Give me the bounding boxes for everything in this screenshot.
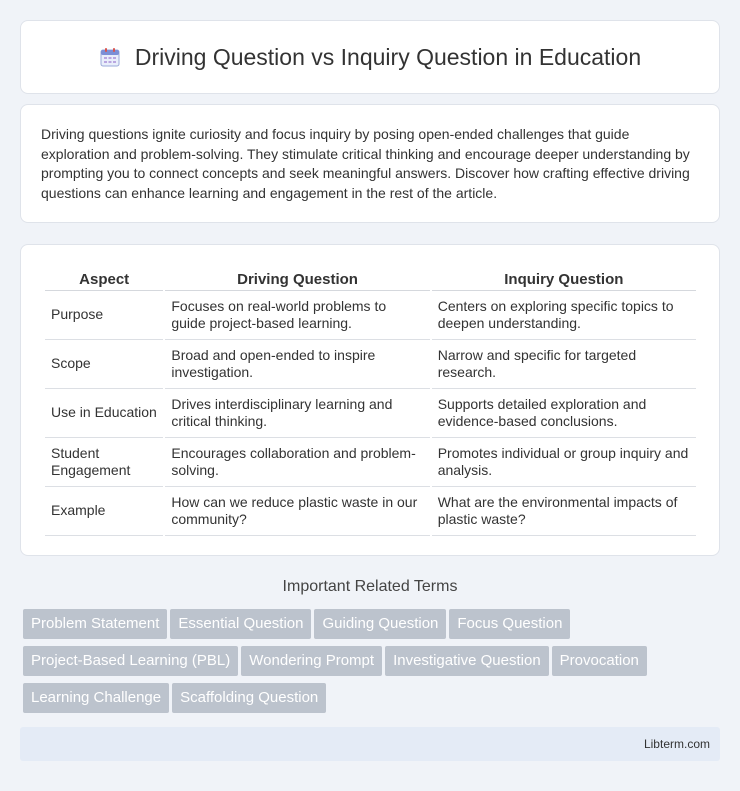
driving-cell: Drives interdisciplinary learning and critical thinking. [165,389,429,438]
inquiry-cell: Promotes individual or group inquiry and analysis. [432,438,696,487]
header-driving-question: Driving Question [165,267,429,291]
driving-cell: Broad and open-ended to inspire investigation. [165,340,429,389]
table-row [45,291,696,340]
driving-cell: Encourages collaboration and problem-solving. [165,438,429,487]
related-terms-title: Important Related Terms [282,578,458,595]
table-row [45,340,696,389]
calendar-icon [99,46,121,68]
tag-problem-statement[interactable]: Problem Statement [23,609,167,639]
tag-guiding-question[interactable]: Guiding Question [314,609,446,639]
related-terms-list [23,609,723,720]
table-row [45,438,696,487]
intro-text: Driving questions ignite curiosity and focus inquiry by posing open-ended challenges that guide exploration and problem-solving. They stimulate critical thinking and encourage deeper understanding by prompting you to connect concepts and seek meaningful answers. Discover how crafting effective driving questions can enhance learning and engagement in the rest of the article. [41,126,690,201]
inquiry-cell: Supports detailed exploration and evidence-based conclusions. [432,389,696,438]
footer-site-link[interactable]: Libterm.com [643,737,710,751]
footer [20,727,720,761]
driving-cell: Focuses on real-world problems to guide project-based learning. [165,291,429,340]
tag-project-based-learning[interactable]: Project-Based Learning (PBL) [23,646,238,676]
aspect-cell: Scope [45,340,163,389]
table-header-row [45,267,696,291]
driving-cell: How can we reduce plastic waste in our community? [165,487,429,536]
header-inquiry-question: Inquiry Question [432,267,696,291]
comparison-card [20,244,720,556]
inquiry-cell: What are the environmental impacts of plastic waste? [432,487,696,536]
tag-focus-question[interactable]: Focus Question [449,609,570,639]
table-row [45,389,696,438]
header-card [20,20,720,94]
page-title: Driving Question vs Inquiry Question in Education [134,43,642,70]
tag-learning-challenge[interactable]: Learning Challenge [23,683,169,713]
aspect-cell: Use in Education [45,389,163,438]
tag-investigative-question[interactable]: Investigative Question [385,646,549,676]
inquiry-cell: Centers on exploring specific topics to deepen understanding. [432,291,696,340]
table-row [45,487,696,536]
header-aspect: Aspect [45,267,163,291]
tag-scaffolding-question[interactable]: Scaffolding Question [172,683,326,713]
tag-wondering-prompt[interactable]: Wondering Prompt [241,646,382,676]
tag-essential-question[interactable]: Essential Question [170,609,311,639]
inquiry-cell: Narrow and specific for targeted research. [432,340,696,389]
aspect-cell: Purpose [45,291,163,340]
comparison-table [43,267,698,536]
intro-card [20,104,720,223]
aspect-cell: Example [45,487,163,536]
aspect-cell: Student Engagement [45,438,163,487]
tag-provocation[interactable]: Provocation [552,646,647,676]
